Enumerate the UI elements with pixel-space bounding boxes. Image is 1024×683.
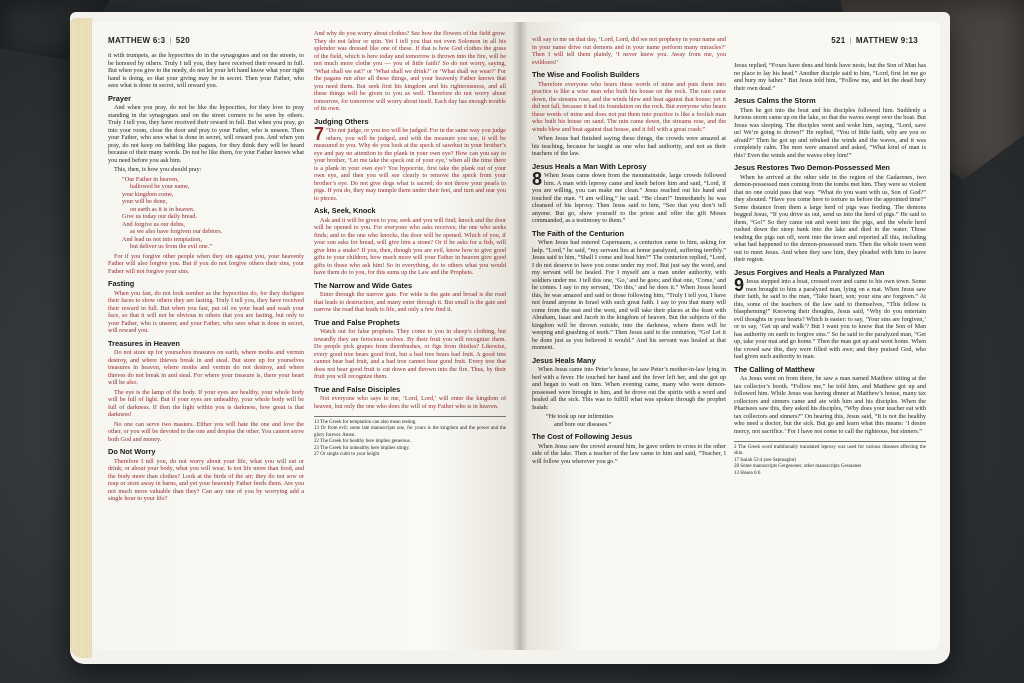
section-heading: The Wise and Foolish Builders [532,70,640,79]
verse-paragraph: Therefore I tell you, do not worry about your life, what you will eat or drink; or about your body, what you will wear. Is not life more than food, and the body more than clothes? Look at the birds of the air; they do not sow or reap or store away in barns, and yet your heavenly Father feeds them. Are you not much more valuable than they? Can any one of you by worrying add a single hour to your life? [108,457,304,502]
verse-paragraph: “Do not judge, or you too will be judged. For in the same way you judge others, you will be judged, and with the measure you use, it will be measured to you. Why do you look at the speck of sawdust in your brother’s eye and pay no attention to the plank in your own eye? How can you say to your brother, ‘Let me take the speck out of your eye,’ when all the time there is a plank in your own eye? You hypocrite, first take the plank out of your own eye, and then you will see clearly to remove the speck from your brother’s eye. Do not give dogs what is sacred; do not throw your pearls to pigs. If you do, they may trample them under their feet, and turn and tear you to pieces. [314,127,506,202]
verse-paragraph: will say to me on that day, ‘Lord, Lord, did we not prophesy in your name and in your name drive out demons and in your name perform many miracles?’ Then I will tell them plainly, ‘I never knew you. Away from me, you evildoers!’ [532,36,726,66]
right-page-column-2 [734,62,926,477]
footnote: 28 Some manuscripts Gergesenes; other manuscripts Gerasenes [734,464,862,470]
verse-paragraph: Jesus stepped into a boat, crossed over and came to his own town. Some men brought to him a paralyzed man, lying on a mat. When Jesus saw their faith, he said to the man, “Take heart, son; your sins are forgiven.” At this, some of the teachers of the law said to themselves, “This fellow is blaspheming!” Knowing their thoughts, Jesus said, “Why do you entertain evil thoughts in your hearts? Which is easier: to say, ‘Your sins are forgiven,’ or to say, ‘Get up and walk’? But I want you to know that the Son of Man has authority on earth to forgive sins.” So he said to the paralyzed man, “Get up, take your mat and go home.” Then the man got up and went home. When the crowd saw this, they were filled with awe; and they praised God, who had given such authority to man. [734,278,926,360]
verse-paragraph: When you fast, do not look somber as the hypocrites do, for they disfigure their faces to show others they are fasting. Truly I tell you, they have received their reward in full. But when you fast, put oil on your head and wash your face, so that it will not be obvious to others that you are fasting, but only to your Father, who is unseen; and your Father, who sees what is done in secret, will reward you. [108,289,304,334]
book-spine-gutter [512,22,528,650]
running-head-right: 521 | MATTHEW 9:13 [831,36,918,45]
footnote: 27 Or single cubit to your height [314,452,380,458]
footnote: 22 The Greek for healthy here implies generous. [314,439,411,445]
section-heading: The Narrow and Wide Gates [314,280,413,290]
footnote: 23 The Greek for unhealthy here implies stingy. [314,445,410,451]
chapter-number: 9 [734,275,745,295]
chapter-number: 7 [314,124,325,144]
poetry-line: Give us today our daily bread. [122,213,197,220]
verse-paragraph: As Jesus went on from there, he saw a man named Matthew sitting at the tax collector’s booth. “Follow me,” he told him, and Matthew got up and followed him. While Jesus was having dinner at Matthew’s house, many tax collectors and sinners came and ate with him and his disciples. When the Pharisees saw this, they asked his disciples, “Why does your teacher eat with tax collectors and sinners?” On hearing this, Jesus said, “It is not the healthy who need a doctor, but the sick. But go and learn what this means: ‘I desire mercy, not sacrifice.’ For I have not come to call the righteous, but sinners.” [734,375,926,435]
verse-paragraph: No one can serve two masters. Either you will hate the one and love the other, or you will be devoted to the one and despise the other. You cannot serve both God and money. [108,420,304,443]
poetry-line: And forgive us our debts, [122,220,185,228]
poetry-line: but deliver us from the evil one.” [130,243,212,250]
footnote: 2 The Greek word traditionally translated leprosy was used for various diseases affecting the skin. [734,445,926,457]
section-heading: Do Not Worry [108,447,156,456]
section-heading: Jesus Restores Two Demon-Possessed Men [734,163,890,172]
left-page [92,22,520,650]
verse-paragraph: Then he got into the boat and his disciples followed him. Suddenly a furious storm came up on the lake, so that the waves swept over the boat. But Jesus was sleeping. The disciples went and woke him, saying, “Lord, save us! We’re going to drown!” He replied, “You of little faith, why are you so afraid?” Then he got up and rebuked the winds and the waves, and it was completely calm. The men were amazed and asked, “What kind of man is this? Even the winds and the waves obey him!” [734,106,926,159]
section-heading: True and False Disciples [314,384,401,394]
footnotes [314,416,506,458]
right-page [520,22,940,650]
section-heading: The Faith of the Centurion [532,228,624,238]
right-page-column-1 [532,36,726,467]
section-heading: Jesus Forgives and Heals a Paralyzed Man [734,267,885,277]
left-page-column-2 [314,30,506,458]
gilded-page-edge [70,18,92,658]
verse-paragraph: When Jesus had entered Capernaum, a centurion came to him, asking for help. “Lord,” he said, “my servant lies at home paralyzed, suffering terribly.” Jesus said to him, “Shall I come and heal him?” The centurion replied, “Lord, I do not deserve to have you come under my roof. But just say the word, and my servant will be healed. For I myself am a man under authority, with soldiers under me. I tell this one, ‘Go,’ and he goes; and that one, ‘Come,’ and he comes. I say to my servant, ‘Do this,’ and he does it.” When Jesus heard this, he was amazed and said to those following him, “Truly I tell you, I have not found anyone in Israel with such great faith. I say to you that many will come from the east and the west, and will take their places at the feast with Abraham, Isaac and Jacob in the kingdom of heaven. But the subjects of the kingdom will be thrown outside, into the darkness, where there will be weeping and gnashing of teeth.” Then Jesus said to the centurion, “Go! Let it be done just as you believed it would.” And his servant was healed at that moment. [532,239,726,351]
poetry-line: on earth as it is in heaven. [130,205,195,213]
left-page-column-1 [108,52,304,505]
footnote: 13 Hosea 6:6 [734,470,761,476]
chapter-number: 8 [532,169,543,189]
poetry-line: And lead us not into temptation, [122,235,202,243]
footnotes [734,441,926,477]
poetry-line: “He took up our infirmities [546,413,614,420]
poetry-line: “Our Father in heaven, [122,175,179,183]
section-heading: Jesus Heals Many [532,355,596,365]
verse-paragraph: And why do you worry about clothes? See how the flowers of the field grow. They do not labor or spin. Yet I tell you that not even Solomon in all his splendor was dressed like one of these. If that is how God clothes the grass of the field, which is here today and tomorrow is thrown into the fire, will he not much more clothe you — you of little faith? So do not worry, saying, ‘What shall we eat?’ or ‘What shall we drink?’ or ‘What shall we wear?’ For the pagans run after all these things, and your heavenly Father knows that you need them. But seek first his kingdom and his righteousness, and all these things will be given to you as well. Therefore do not worry about tomorrow, for tomorrow will worry about itself. Each day has enough trouble of its own. [314,30,506,112]
section-heading: Jesus Heals a Man With Leprosy [532,161,647,171]
verse-paragraph: Do not store up for yourselves treasures on earth, where moths and vermin destroy, and where thieves break in and steal. But store up for yourselves treasures in heaven, where moths and vermin do not destroy, and where thieves do not break in and steal. For where your treasure is, there your heart will be also. [108,349,304,386]
section-heading: Prayer [108,93,132,103]
footnote: 17 Isaiah 53:4 (see Septuagint) [734,457,796,463]
section-heading: Jesus Calms the Storm [734,96,816,105]
page-number: 520 [175,36,191,45]
section-heading: Ask, Seek, Knock [314,206,376,215]
poetry-line: hallowed be your name, [130,183,190,190]
footnote: 13 Or from evil; some late manuscripts one, for yours is the kingdom and the power and the glory forever. Amen. [314,426,506,438]
verse-paragraph: This, then, is how you should pray: [114,166,202,173]
section-heading: Treasures in Heaven [108,338,180,348]
verse-paragraph: it with trumpets, as the hypocrites do in the synagogues and on the streets, to be honored by others. Truly I tell you, they have received their reward in full. But when you give to the needy, do not let your left hand know what your right hand is doing, so that your giving may be in secret. Then your Father, who sees what is done in secret, will reward you. [108,52,305,89]
section-heading: Judging Others [314,116,369,126]
section-heading: The Calling of Matthew [734,364,815,374]
verse-paragraph: The eye is the lamp of the body. If your eyes are healthy, your whole body will be full of light. But if your eyes are unhealthy, your whole body will be full of darkness. If then the light within you is darkness, how great is that darkness! [108,388,304,418]
verse-paragraph: Enter through the narrow gate. For wide is the gate and broad is the road that leads to destruction, and many enter through it. But small is the gate and narrow the road that leads to life, and only a few find it. [314,291,506,313]
running-head-book: MATTHEW 6:3 [108,36,166,45]
section-heading: The Cost of Following Jesus [532,432,633,441]
verse-paragraph: Watch out for false prophets. They come to you in sheep’s clothing, but inwardly they are ferocious wolves. By their fruit you will recognize them. Do people pick grapes from thornbushes, or figs from thistles? Likewise, every good tree bears good fruit, but a bad tree bears bad fruit. A good tree cannot bear bad fruit, and a bad tree cannot bear good fruit. Every tree that does not bear good fruit is cut down and thrown into the fire. Thus, by their fruit you will recognize them. [314,328,506,380]
running-head-book: MATTHEW 9:13 [855,36,918,45]
verse-paragraph: When Jesus saw the crowd around him, he gave orders to cross to the other side of the lake. Then a teacher of the law came to him and said, “Teacher, I will follow you wherever you go.” [532,442,726,465]
verse-paragraph: And when you pray, do not be like the hypocrites, for they love to pray standing in the synagogues and on the street corners to be seen by others. Truly I tell you, they have received their reward in full. But when you pray, go into your room, close the door and pray to your Father, who is unseen. Then your Father, who sees what is done in secret, will reward you. And when you pray, do not keep on babbling like pagans, for they think they will be heard because of their many words. Do not be like them, for your Father knows what you need before you ask him. [108,104,304,164]
verse-paragraph: When he arrived at the other side in the region of the Gadarenes, two demon-possessed men coming from the tombs met him. They were so violent that no one could pass that way. “What do you want with us, Son of God?” they shouted. “Have you come here to torture us before the appointed time?” Some distance from them a large herd of pigs was feeding. The demons begged Jesus, “If you drive us out, send us into the herd of pigs.” He said to them, “Go!” So they came out and went into the pigs, and the whole herd rushed down the steep bank into the lake and died in the water. Those tending the pigs ran off, went into the town and reported all this, including what had happened to the demon-possessed men. Then the whole town went out to meet Jesus. And when they saw him, they pleaded with him to leave their region. [734,173,927,263]
verse-paragraph: Ask and it will be given to you; seek and you will find; knock and the door will be opened to you. For everyone who asks receives; the one who seeks finds; and to the one who knocks, the door will be opened. Which of you, if your son asks for bread, will give him a stone? Or if he asks for a fish, will give him a snake? If you, then, though you are evil, know how to give good gifts to your children, how much more will your Father in heaven give good gifts to those who ask him! So in everything, do to others what you would have them do to you, for this sums up the Law and the Prophets. [314,216,506,276]
verse-paragraph: When Jesus came down from the mountainside, large crowds followed him. A man with leprosy came and knelt before him and said, “Lord, if you are willing, you can make me clean.” Jesus reached out his hand and touched the man. “I am willing,” he said. “Be clean!” Immediately he was cleansed of his leprosy. Then Jesus said to him, “See that you don’t tell anyone. But go, show yourself to the priest and offer the gift Moses commanded, as a testimony to them.” [532,172,726,224]
section-heading: Fasting [108,279,135,288]
poetry-line: as we also have forgiven our debtors. [130,228,223,235]
verse-paragraph: Not everyone who says to me, ‘Lord, Lord,’ will enter the kingdom of heaven, but only the one who does the will of my Father who is in heaven. [314,395,506,410]
poetry-line: your kingdom come, [122,190,174,198]
page-number: 521 [831,36,846,45]
section-heading: True and False Prophets [314,317,400,327]
poetry-line: and bore our diseases.” [554,420,612,428]
footnote: 13 The Greek for temptation can also mean testing. [314,420,417,425]
verse-paragraph: For if you forgive other people when they sin against you, your heavenly Father will also forgive you. But if you do not forgive others their sins, your Father will not forgive your sins. [108,252,304,275]
verse-paragraph: When Jesus had finished saying these things, the crowds were amazed at his teaching, because he taught as one who had authority, and not as their teachers of the law. [532,135,726,157]
poetry-line: your will be done, [122,198,168,205]
verse-paragraph: Therefore everyone who hears these words of mine and puts them into practice is like a wise man who built his house on the rock. The rain came down, the streams rose, and the winds blew and beat against that house; yet it did not fall, because it had its foundation on the rock. But everyone who hears these words of mine and does not put them into practice is like a foolish man who built his house on sand. The rain came down, the streams rose, and the winds blew and beat against that house, and it fell with a great crash.” [532,80,726,133]
verse-paragraph: When Jesus came into Peter’s house, he saw Peter’s mother-in-law lying in bed with a fever. He touched her hand and the fever left her, and she got up and began to wait on him. When evening came, many who were demon-possessed were brought to him, and he drove out the spirits with a word and healed all the sick. This was to fulfill what was spoken through the prophet Isaiah: [532,366,726,411]
running-head-left: MATTHEW 6:3 | 520 [108,36,191,45]
verse-paragraph: Jesus replied, “Foxes have dens and birds have nests, but the Son of Man has no place to lay his head.” Another disciple said to him, “Lord, first let me go and bury my father.” But Jesus told him, “Follow me, and let the dead bury their own dead.” [734,62,926,92]
